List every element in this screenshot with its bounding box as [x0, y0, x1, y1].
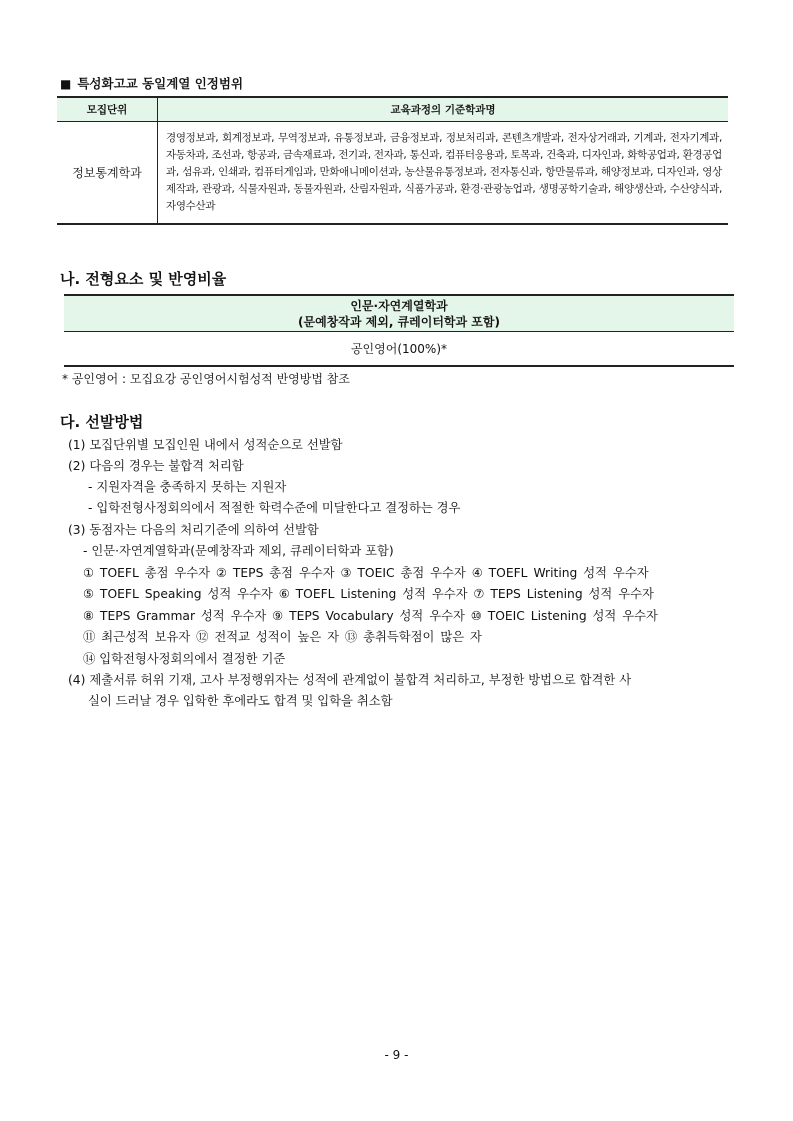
table-row	[64, 332, 734, 367]
list-item: 실이 드러날 경우 입학한 후에라도 합격 및 입학을 취소함	[88, 694, 393, 708]
list-item: ① TOEFL 총점 우수자 ② TEPS 총점 우수자 ③ TOEIC 총점 우수자 ④ TOEFL Writing 성적 우수자	[83, 566, 649, 580]
table-header-row	[57, 97, 728, 122]
list-item: ⑪ 최근성적 보유자 ⑫ 전적교 성적이 높은 자 ⑬ 총취득학점이 많은 자	[83, 630, 482, 644]
header-line-1: 인문·자연계열학과	[350, 298, 448, 313]
table-header-majors: 교육과정의 기준학과명	[158, 97, 729, 122]
section-heading-selection-method: 다. 선발방법	[60, 413, 144, 431]
header-line-2: (문예창작과 제외, 큐레이터학과 포함)	[298, 314, 500, 329]
list-item: (4) 제출서류 허위 기재, 고사 부정행위자는 성적에 관계없이 불합격 처리하고, 부정한 방법으로 합격한 사	[68, 673, 632, 687]
selection-ratio-table	[64, 294, 734, 367]
table-row	[57, 122, 728, 225]
section-heading-selection-factors: 나. 전형요소 및 반영비율	[60, 270, 227, 288]
list-item: - 지원자격을 충족하지 못하는 지원자	[88, 480, 287, 494]
list-item: ⑤ TOEFL Speaking 성적 우수자 ⑥ TOEFL Listening 성적 우수자 ⑦ TEPS Listening 성적 우수자	[83, 587, 654, 601]
table-header-department	[64, 295, 734, 332]
footnote: * 공인영어 : 모집요강 공인영어시험성적 반영방법 참조	[62, 372, 350, 386]
table-cell-ratio: 공인영어(100%)*	[64, 332, 734, 367]
table-header-unit: 모집단위	[57, 97, 158, 122]
list-item: ⑧ TEPS Grammar 성적 우수자 ⑨ TEPS Vocabulary 성적 우수자 ⑩ TOEIC Listening 성적 우수자	[83, 609, 658, 623]
square-bullet-icon: ■	[60, 77, 72, 91]
list-item: (1) 모집단위별 모집인원 내에서 성적순으로 선발함	[68, 438, 343, 452]
section-title-text: 특성화고교 동일계열 인정범위	[77, 76, 244, 91]
list-item: ⑭ 입학전형사정회의에서 결정한 기준	[83, 652, 286, 666]
list-item: - 입학전형사정회의에서 적절한 학력수준에 미달한다고 결정하는 경우	[88, 501, 461, 515]
table-cell-unit: 정보통계학과	[57, 122, 158, 225]
list-item: (3) 동점자는 다음의 처리기준에 의하여 선발함	[68, 523, 319, 537]
equivalent-majors-table	[57, 96, 728, 225]
table-header-row	[64, 295, 734, 332]
table-cell-majors: 경영정보과, 회계정보과, 무역정보과, 유통정보과, 금융정보과, 정보처리과, 콘텐츠개발과, 전자상거래과, 기계과, 전자기계과, 자동차과, 조선과, 항공과, 금속재료과, 전기과, 전자과, 통신과, 컴퓨터응용과, 토목과, 건축과, 디자인과, 화학공업과, 환경공업과, 섬유과, 인쇄과, 컴퓨터게임과, 만화애니메이션과, 농산물유통정보과, 전자통신과, 항만물류과, 해양정보과, 디자인과, 영상제작과, 관광과, 식물자원과, 동물자원과, 산림자원과, 식품가공과, 환경·관광농업과, 생명공학기술과, 해양생산과, 수산양식과, 자영수산과	[158, 122, 729, 225]
section-title	[60, 74, 243, 92]
page-number: - 9 -	[384, 1048, 409, 1062]
list-item: - 인문·자연계열학과(문예창작과 제외, 큐레이터학과 포함)	[83, 544, 394, 558]
list-item: (2) 다음의 경우는 불합격 처리함	[68, 459, 244, 473]
